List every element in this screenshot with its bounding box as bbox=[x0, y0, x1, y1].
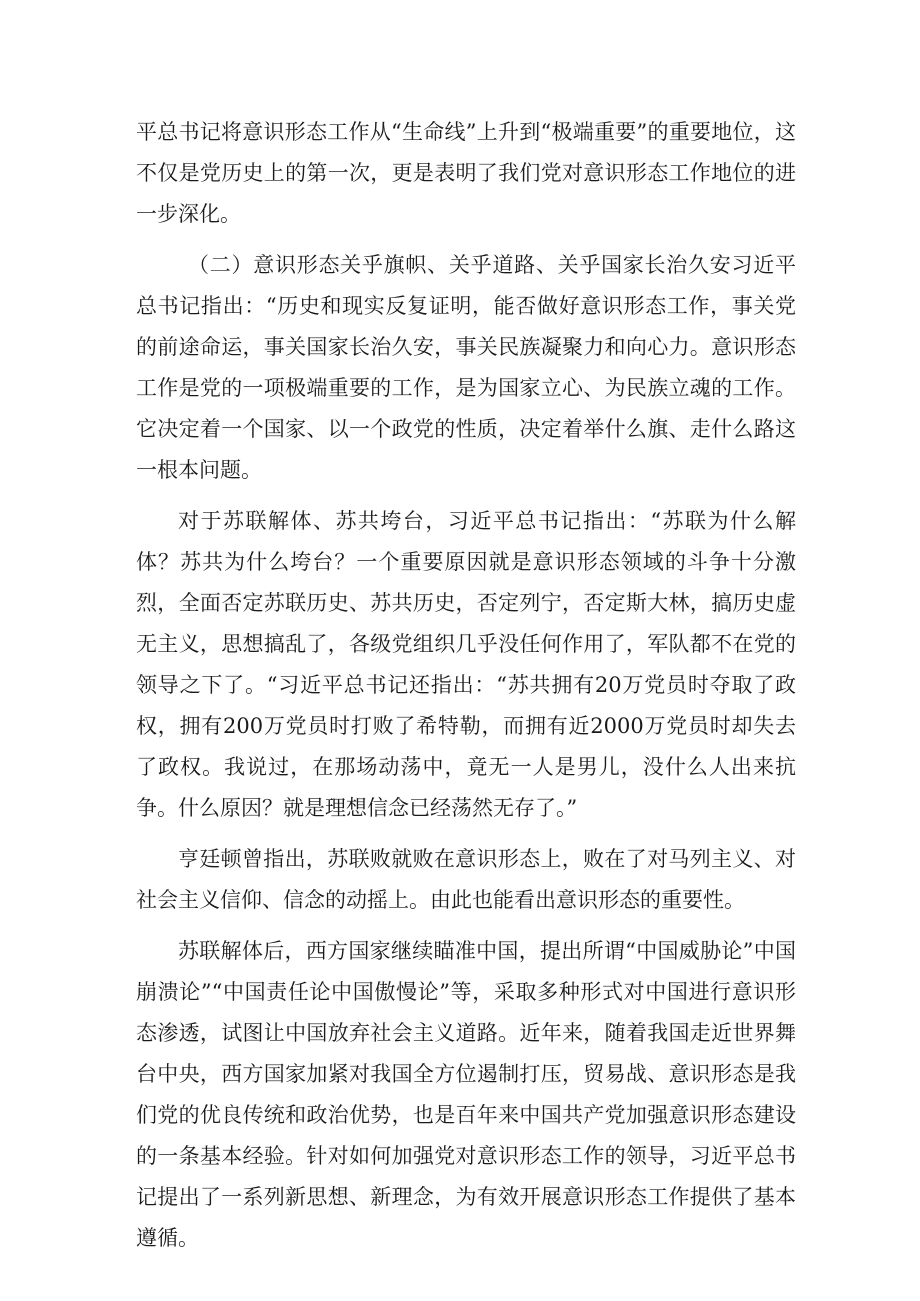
paragraph-continuation: 平总书记将意识形态工作从“生命线”上升到“极端重要”的重要地位，这不仅是党历史上的第一次，更是表明了我们党对意识形态工作地位的进一步深化。 bbox=[136, 120, 796, 226]
paragraph-western-countries: 苏联解体后，西方国家继续瞄准中国，提出所谓“中国威胁论”中国崩溃论”“中国责任论中国傲慢论”等，采取多种形式对中国进行意识形态渗透，试图让中国放弃社会主义道路。近年来，随着我国走近世界舞台中央，西方国家加紧对我国全方位遏制打压，贸易战、意识形态是我们党的优良传统和政治优势，也是百年来中国共产党加强意识形态建设的一条基本经验。针对如何加强党对意识形态工作的领导，习近平总书记提出了一系列新思想、新理念，为有效开展意识形态工作提供了基本遵循。 bbox=[136, 939, 796, 1250]
paragraph-section-two: （二）意识形态关乎旗帜、关乎道路、关乎国家长治久安习近平总书记指出：“历史和现实反复证明，能否做好意识形态工作，事关党的前途命运，事关国家长治久安，事关民族凝聚力和向心力。意识形态工作是党的一项极端重要的工作，是为国家立心、为民族立魂的工作。它决定着一个国家、以一个政党的性质，决定着举什么旗、走什么路这一根本问题。 bbox=[136, 253, 796, 482]
paragraph-soviet-collapse: 对于苏联解体、苏共垮台，习近平总书记指出：“苏联为什么解体？苏共为什么垮台？一个重要原因就是意识形态领域的斗争十分激烈，全面否定苏联历史、苏共历史，否定列宁，否定斯大林，搞历史虚无主义，思想搞乱了，各级党组织几乎没任何作用了，军队都不在党的领导之下了。“习近平总书记还指出：“苏共拥有20万党员时夺取了政权，拥有200万党员时打败了希特勒，而拥有近2000万党员时却失去了政权。我说过，在那场动荡中，竟无一人是男儿，没什么人出来抗争。什么原因？就是理想信念已经荡然无存了。” bbox=[136, 509, 796, 820]
document-body bbox=[136, 112, 796, 1269]
paragraph-huntington: 亨廷顿曾指出，苏联败就败在意识形态上，败在了对马列主义、对社会主义信仰、信念的动摇上。由此也能看出意识形态的重要性。 bbox=[136, 847, 796, 912]
